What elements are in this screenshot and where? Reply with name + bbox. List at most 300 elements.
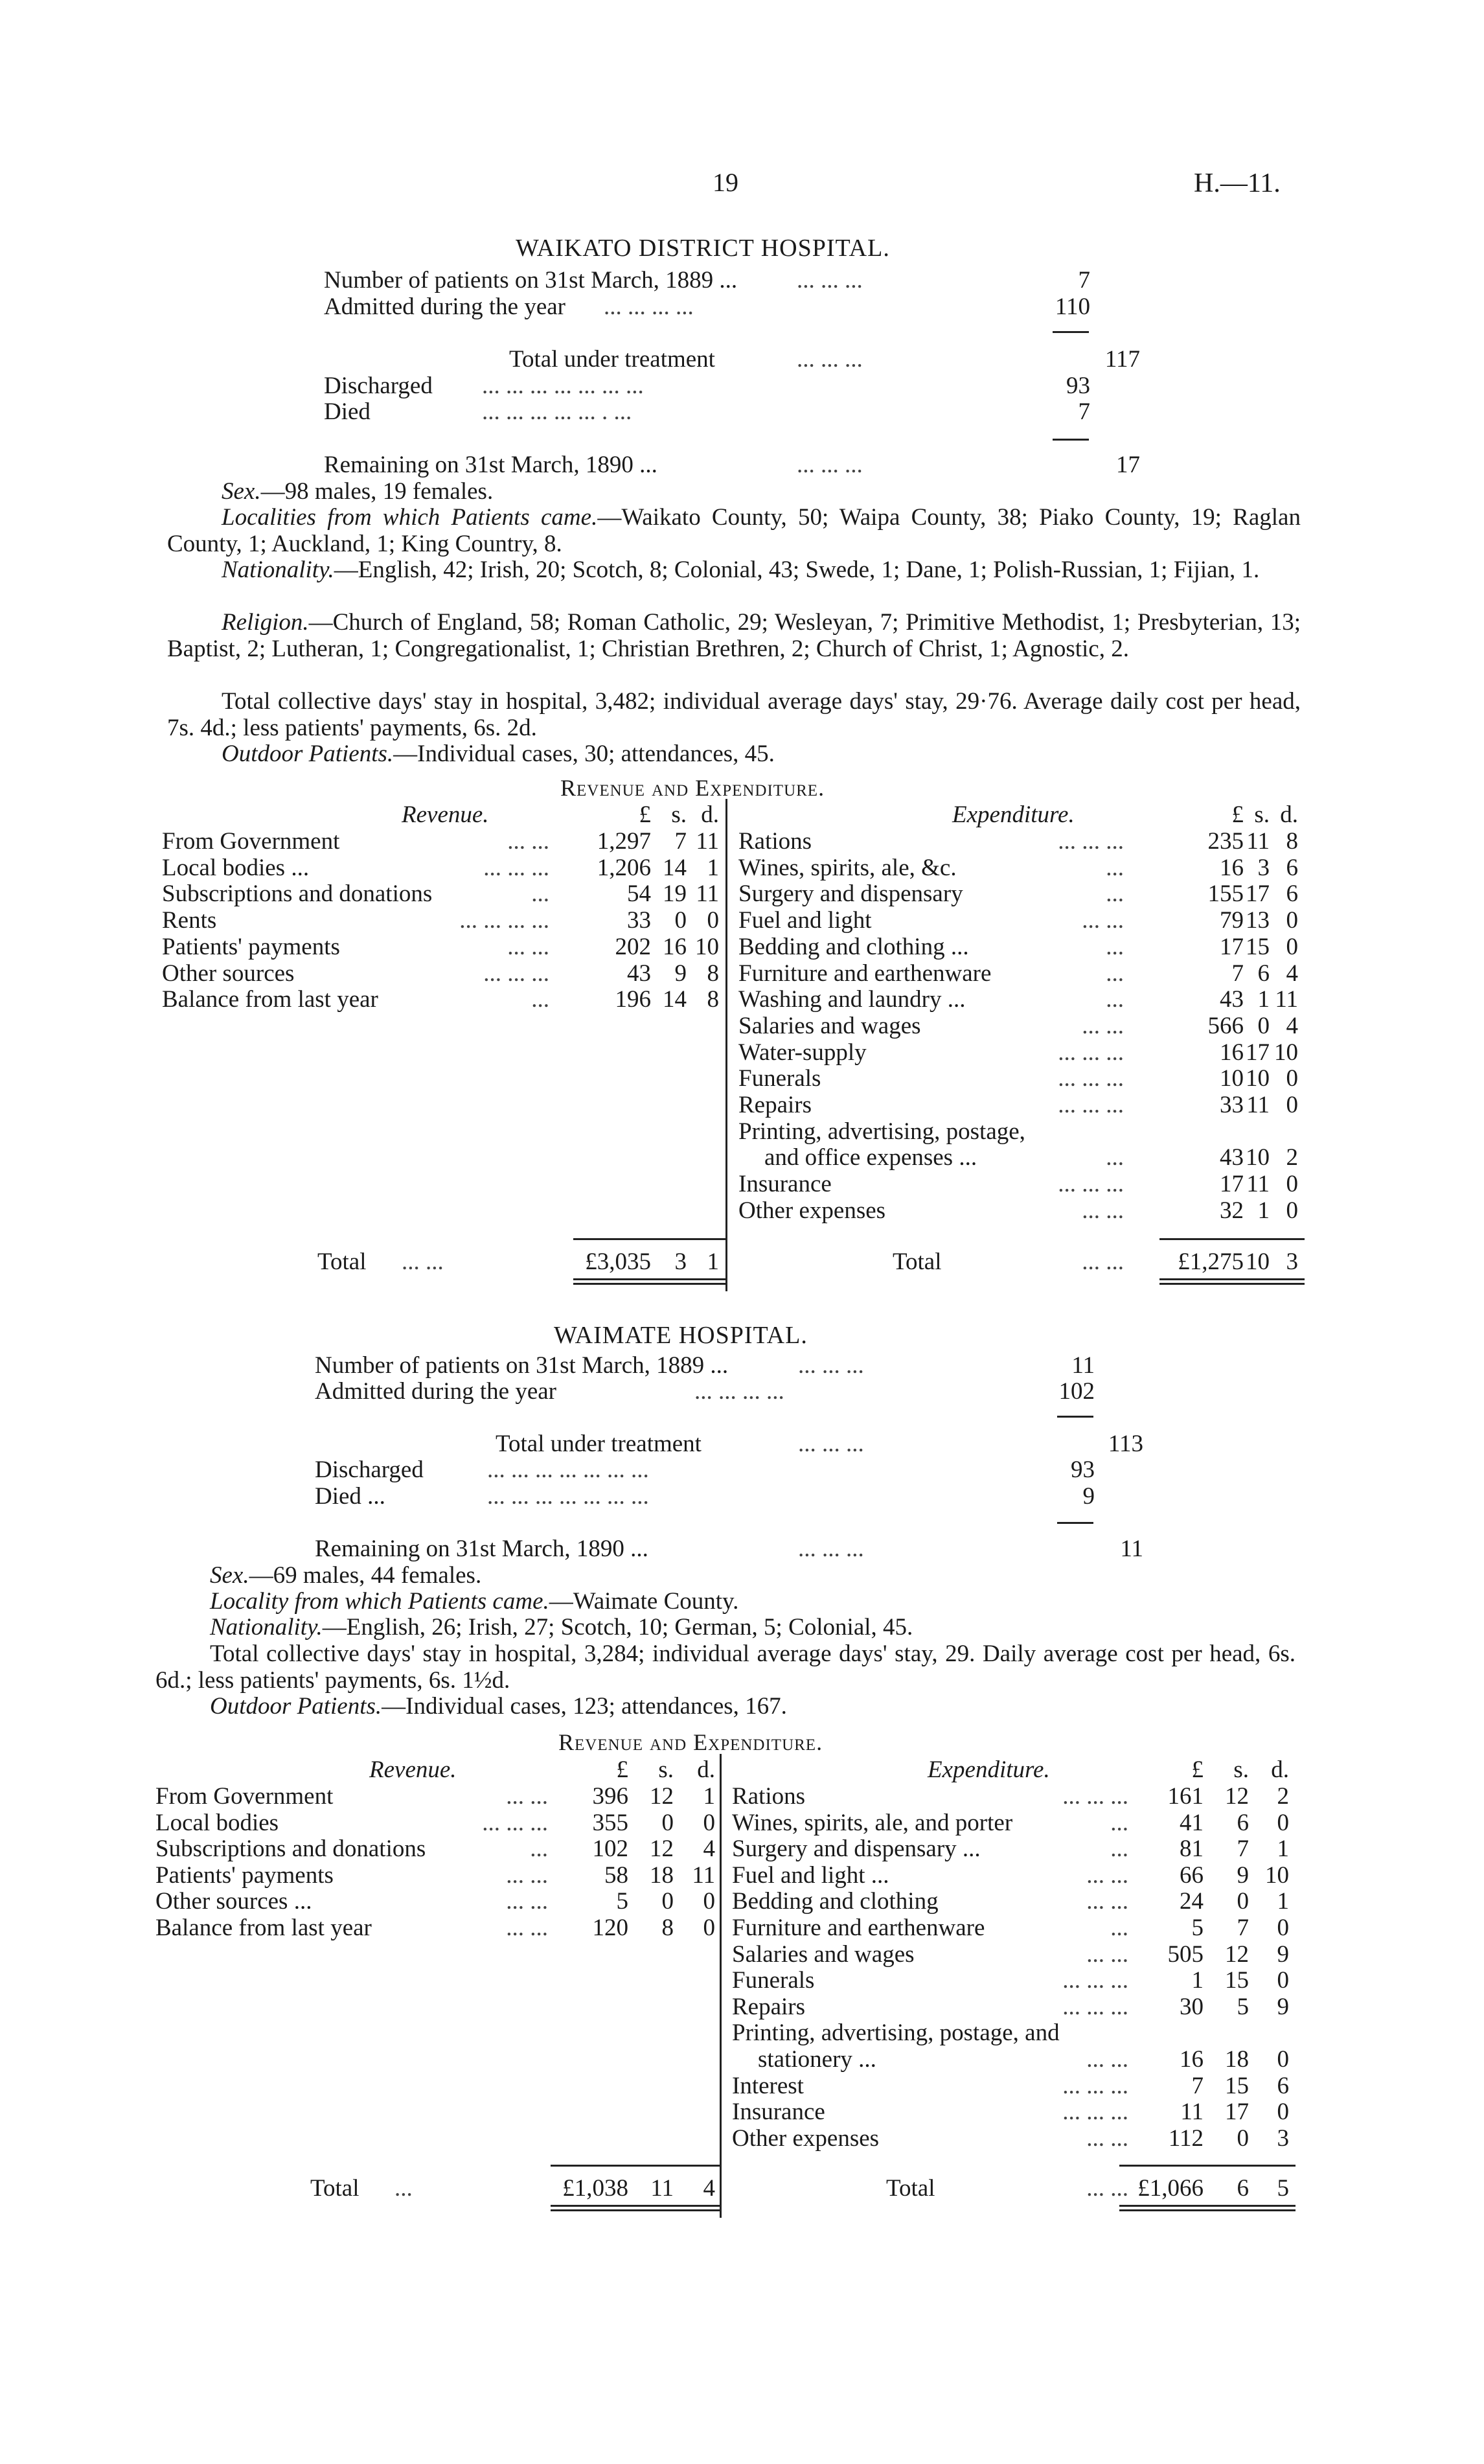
waikato-revenue-row-shillings: 14 xyxy=(663,854,687,881)
waimate-expenditure-shillings-header: s. xyxy=(1233,1756,1249,1783)
waimate-expenditure-row-shillings: 5 xyxy=(1237,1993,1249,2020)
waikato-revenue-row-label: Local bodies ... xyxy=(162,854,310,881)
waikato-revenue-row-shillings: 14 xyxy=(663,986,687,1013)
waimate-revenue-row-pence: 4 xyxy=(703,1836,715,1863)
waimate-expenditure-row-dots: ... ... ... xyxy=(1062,1783,1128,1810)
waikato-expenditure-row-pounds: 7 xyxy=(1231,960,1244,987)
waimate-expenditure-row-pounds: 505 xyxy=(1167,1940,1204,1968)
waikato-admitted-during-year-dots: ... ... ... ... xyxy=(604,294,694,320)
waimate-expenditure-total-shillings: 6 xyxy=(1237,2175,1249,2202)
waimate-revenue-row-pence: 11 xyxy=(692,1861,715,1889)
waikato-expenditure-row-dots: ... ... ... xyxy=(1058,828,1124,855)
waimate-revenue-row-pence: 0 xyxy=(703,1915,715,1941)
waikato-expenditure-row-label: Other expenses xyxy=(738,1197,886,1224)
waikato-expenditure-total-pence: 3 xyxy=(1286,1249,1298,1275)
waikato-religion-text: —Church of England, 58; Roman Catholic, 29; Wesleyan, 7; Primitive Methodist, 1; Presbyterian, 13; Baptist, 2; Lutheran, 1; Congregationalist, 1; Christian Brethren, 2; Church of Christ, 1; Agnostic, 2. xyxy=(167,609,1301,662)
waimate-sex xyxy=(155,1563,1296,1589)
waimate-revenue-row-label: From Government xyxy=(155,1783,334,1810)
waimate-remaining-dots: ... ... ... xyxy=(798,1536,864,1562)
waikato-revenue-row-pounds: 196 xyxy=(615,986,651,1013)
waikato-expenditure-row-pence: 8 xyxy=(1286,828,1298,855)
waimate-expenditure-row-dots: ... ... ... xyxy=(1062,2072,1128,2099)
waikato-total-under-treatment-dots: ... ... ... xyxy=(797,346,863,373)
waimate-locality-label: Locality from which Patients came. xyxy=(210,1588,549,1615)
waimate-revenue-row-shillings: 18 xyxy=(650,1861,674,1889)
waimate-expenditure-row-dots: ... ... ... xyxy=(1062,2099,1128,2126)
waimate-sex-label: Sex. xyxy=(210,1562,249,1589)
waimate-locality xyxy=(155,1589,1296,1615)
waikato-expenditure-row-pence: 10 xyxy=(1274,1039,1298,1066)
waimate-expenditure-row-shillings: 15 xyxy=(1225,2072,1249,2099)
waikato-expenditure-row-shillings: 17 xyxy=(1246,1039,1270,1066)
waikato-expenditure-row-label: Surgery and dispensary xyxy=(738,881,963,908)
waikato-revenue-row-pounds: 43 xyxy=(627,960,651,987)
waimate-revenue-row-dots: ... ... xyxy=(506,1783,548,1810)
waikato-sex-label: Sex. xyxy=(222,478,261,505)
waimate-revenue-pounds-header: £ xyxy=(616,1756,628,1783)
waikato-remaining-value: 17 xyxy=(1116,452,1140,478)
waikato-expenditure-row-label: Printing, advertising, postage, xyxy=(738,1118,1025,1145)
waikato-expenditure-row-shillings: 13 xyxy=(1246,907,1270,934)
waimate-expenditure-row-dots: ... ... xyxy=(1086,1888,1128,1915)
waikato-revenue-row-shillings: 19 xyxy=(663,881,687,908)
waimate-sex-text: —69 males, 44 females. xyxy=(249,1562,482,1589)
waikato-revenue-shillings-header: s. xyxy=(671,801,687,828)
waimate-revenue-row-dots: ... xyxy=(530,1836,548,1863)
waimate-nationality-label: Nationality. xyxy=(210,1614,323,1641)
waimate-column-divider xyxy=(720,1754,722,2218)
waimate-admitted-during-year-dots: ... ... ... ... xyxy=(694,1378,784,1405)
waikato-revenue-row-shillings: 7 xyxy=(674,828,687,855)
waimate-total-under-treatment-label: Total under treatment xyxy=(496,1431,702,1457)
waikato-expenditure-row-pence: 0 xyxy=(1286,907,1298,934)
waikato-expenditure-row-dots: ... ... xyxy=(1082,1012,1124,1039)
waikato-total-under-treatment-label: Total under treatment xyxy=(509,346,715,373)
waimate-expenditure-row-shillings: 17 xyxy=(1225,2099,1249,2126)
waimate-title: WAIMATE HOSPITAL. xyxy=(554,1322,808,1349)
waimate-outdoor-text: —Individual cases, 123; attendances, 167. xyxy=(382,1693,787,1720)
waikato-expenditure-row-pounds: 43 xyxy=(1220,986,1244,1013)
waikato-revenue-total-underline xyxy=(573,1278,725,1285)
waimate-remaining-label: Remaining on 31st March, 1890 ... xyxy=(315,1536,648,1562)
waimate-expenditure-row-label: Repairs xyxy=(732,1993,806,2020)
waimate-nationality-text: —English, 26; Irish, 27; Scotch, 10; German, 5; Colonial, 45. xyxy=(322,1614,913,1641)
waikato-revenue-row-dots: ... ... xyxy=(507,933,549,960)
waimate-subtotal-rule xyxy=(1057,1416,1093,1418)
waimate-expenditure-row-dots: ... ... xyxy=(1086,2046,1128,2073)
waikato-expenditure-total-rule xyxy=(1159,1238,1305,1240)
waikato-expenditure-row-pence: 4 xyxy=(1286,1012,1298,1039)
waikato-expenditure-row-dots: ... ... ... xyxy=(1058,1171,1124,1198)
waimate-nationality xyxy=(155,1615,1296,1641)
waimate-revenue-row-label: Patients' payments xyxy=(155,1861,334,1889)
waikato-revenue-heading: Revenue. xyxy=(402,801,489,828)
waimate-stay xyxy=(155,1641,1296,1694)
waikato-revenue-row-label: Rents xyxy=(162,907,217,934)
waimate-revenue-total-underline xyxy=(551,2205,722,2211)
waikato-revenue-row-label: Patients' payments xyxy=(162,933,340,960)
waikato-revenue-row-dots: ... ... xyxy=(507,828,549,855)
waimate-expenditure-row-pounds: 66 xyxy=(1180,1861,1204,1889)
waimate-expenditure-row-dots: ... ... xyxy=(1086,2124,1128,2152)
waikato-expenditure-row-pence: 0 xyxy=(1286,1197,1298,1224)
waikato-died-label: Died xyxy=(324,398,371,425)
waikato-expenditure-total-dots: ... ... xyxy=(1082,1249,1124,1275)
waikato-expenditure-row-shillings: 0 xyxy=(1257,1012,1270,1039)
waikato-number-on-31st-march-value: 7 xyxy=(1078,267,1090,294)
waikato-expenditure-row-label: Furniture and earthenware xyxy=(738,960,992,987)
waikato-expenditure-total-underline xyxy=(1159,1278,1305,1285)
waimate-expenditure-row-pounds: 11 xyxy=(1180,2099,1204,2126)
waikato-revenue-row-dots: ... ... ... xyxy=(483,854,549,881)
waikato-expenditure-row-shillings: 11 xyxy=(1246,1092,1270,1118)
waimate-expenditure-row-pence: 1 xyxy=(1277,1836,1289,1863)
waikato-expenditure-row-pence: 4 xyxy=(1286,960,1298,987)
waikato-revenue-row-pounds: 202 xyxy=(615,933,651,960)
waimate-number-on-31st-march-value: 11 xyxy=(1071,1352,1095,1379)
waikato-expenditure-row-shillings: 11 xyxy=(1246,1171,1270,1198)
waimate-revenue-row-pence: 0 xyxy=(703,1888,715,1915)
waikato-expenditure-row-label: Water-supply xyxy=(738,1039,867,1066)
waikato-revenue-row-pence: 1 xyxy=(707,854,719,881)
waimate-expenditure-row-dots: ... ... xyxy=(1086,1861,1128,1889)
waimate-expenditure-row-dots: ... ... ... xyxy=(1062,1993,1128,2020)
waikato-expenditure-row-shillings: 3 xyxy=(1257,854,1270,881)
waimate-expenditure-row-label: Printing, advertising, postage, and xyxy=(732,2020,1060,2047)
waikato-expenditure-row-dots: ... ... xyxy=(1082,907,1124,934)
waikato-expenditure-row-dots: ... ... xyxy=(1082,1197,1124,1224)
waikato-revenue-row-pounds: 1,206 xyxy=(597,854,651,881)
waikato-died-dots: ... ... ... ... ... . ... xyxy=(482,398,632,425)
waimate-expenditure-row-shillings: 6 xyxy=(1237,1809,1249,1836)
waikato-revenue-row-shillings: 9 xyxy=(674,960,687,987)
waikato-revenue-pounds-header: £ xyxy=(639,801,651,828)
waimate-revenue-shillings-header: s. xyxy=(658,1756,674,1783)
waikato-expenditure-row-pounds: 566 xyxy=(1207,1012,1244,1039)
waikato-discharged-value: 93 xyxy=(1066,373,1090,399)
waimate-expenditure-row-label: Insurance xyxy=(732,2099,825,2126)
waimate-expenditure-row-label: Wines, spirits, ale, and porter xyxy=(732,1809,1013,1836)
waikato-expenditure-row-shillings: 17 xyxy=(1246,881,1270,908)
waimate-expenditure-row-dots: ... ... xyxy=(1086,1940,1128,1968)
waimate-expenditure-row-label: stationery ... xyxy=(758,2046,876,2073)
waimate-expenditure-row-label: Funerals xyxy=(732,1967,815,1994)
waikato-expenditure-row-dots: ... xyxy=(1106,881,1124,908)
waimate-expenditure-row-label: Salaries and wages xyxy=(732,1940,915,1968)
waikato-revenue-row-shillings: 0 xyxy=(674,907,687,934)
waikato-expenditure-total-label: Total xyxy=(893,1249,942,1275)
waimate-revenue-total-dots: ... xyxy=(394,2175,413,2202)
waimate-expenditure-row-pence: 0 xyxy=(1277,1809,1289,1836)
waimate-expenditure-row-pounds: 5 xyxy=(1191,1915,1204,1941)
waikato-expenditure-pounds-header: £ xyxy=(1231,801,1244,828)
waimate-revenue-row-pounds: 120 xyxy=(592,1915,628,1941)
waimate-expenditure-total-pounds: £1,066 xyxy=(1137,2175,1204,2202)
waikato-revenue-row-pounds: 1,297 xyxy=(597,828,651,855)
waikato-number-on-31st-march-dots: ... ... ... xyxy=(797,267,863,294)
waikato-subtotal-rule xyxy=(1053,331,1089,333)
waikato-localities-text: —Waikato County, 50; Waipa County, 38; Piako County, 19; Raglan County, 1; Auckland, 1; King Country, 8. xyxy=(167,504,1301,557)
waikato-revenue-row-label: Subscriptions and donations xyxy=(162,881,433,908)
waikato-expenditure-row-dots: ... ... ... xyxy=(1058,1092,1124,1118)
waimate-died-label: Died ... xyxy=(315,1483,385,1510)
waikato-revenue-row-dots: ... ... ... ... xyxy=(459,907,549,934)
waimate-expenditure-row-pence: 9 xyxy=(1277,1940,1289,1968)
waikato-revenue-total-pence: 1 xyxy=(707,1249,719,1275)
waikato-admitted-during-year-value: 110 xyxy=(1055,294,1090,320)
waimate-locality-text: —Waimate County. xyxy=(549,1588,739,1615)
waikato-expenditure-row-pence: 0 xyxy=(1286,1065,1298,1092)
waimate-expenditure-row-pounds: 30 xyxy=(1180,1993,1204,2020)
waimate-number-on-31st-march-label: Number of patients on 31st March, 1889 ... xyxy=(315,1352,729,1379)
waimate-expenditure-row-shillings: 0 xyxy=(1237,1888,1249,1915)
waimate-revenue-row-dots: ... ... ... xyxy=(482,1809,548,1836)
waimate-total-under-treatment-dots: ... ... ... xyxy=(798,1431,864,1457)
waikato-expenditure-row-pounds: 10 xyxy=(1220,1065,1244,1092)
waimate-revenue-row-label: Balance from last year xyxy=(155,1915,372,1941)
waimate-expenditure-row-label: Interest xyxy=(732,2072,804,2099)
waikato-expenditure-row-dots: ... xyxy=(1106,986,1124,1013)
waikato-revenue-total-label: Total xyxy=(317,1249,367,1275)
document-reference: H.—11. xyxy=(1194,168,1281,198)
waimate-expenditure-row-shillings: 7 xyxy=(1237,1915,1249,1941)
waimate-discharged-value: 93 xyxy=(1071,1457,1095,1483)
waikato-revenue-total-rule xyxy=(573,1238,725,1240)
waikato-revenue-row-pounds: 33 xyxy=(627,907,651,934)
waimate-died-value: 9 xyxy=(1082,1483,1095,1510)
waikato-expenditure-row-pounds: 16 xyxy=(1220,854,1244,881)
waikato-expenditure-row-dots: ... ... ... xyxy=(1058,1039,1124,1066)
waikato-expenditure-row-shillings: 1 xyxy=(1257,1197,1270,1224)
waikato-discharged-label: Discharged xyxy=(324,373,433,399)
waimate-expenditure-row-shillings: 7 xyxy=(1237,1836,1249,1863)
waimate-revenue-row-shillings: 12 xyxy=(650,1836,674,1863)
waimate-expenditure-row-dots: ... xyxy=(1110,1809,1128,1836)
waikato-expenditure-row-pounds: 79 xyxy=(1220,907,1244,934)
waimate-expenditure-row-pence: 0 xyxy=(1277,1967,1289,1994)
waikato-revenue-row-dots: ... xyxy=(531,986,549,1013)
waikato-revenue-pence-header: d. xyxy=(701,801,719,828)
waimate-expenditure-row-label: Surgery and dispensary ... xyxy=(732,1836,981,1863)
waikato-expenditure-row-label: Funerals xyxy=(738,1065,821,1092)
waikato-revenue-row-dots: ... xyxy=(531,881,549,908)
waikato-revenue-row-pence: 8 xyxy=(707,960,719,987)
waimate-expenditure-row-dots: ... ... ... xyxy=(1062,1967,1128,1994)
waikato-expenditure-total-pounds: £1,275 xyxy=(1178,1249,1244,1275)
waikato-expenditure-row-pence: 11 xyxy=(1275,986,1298,1013)
waikato-number-on-31st-march-label: Number of patients on 31st March, 1889 ... xyxy=(324,267,738,294)
waimate-discharged-label: Discharged xyxy=(315,1457,424,1483)
waimate-expenditure-row-dots: ... xyxy=(1110,1915,1128,1941)
waikato-expenditure-row-pounds: 17 xyxy=(1220,933,1244,960)
waimate-rev-exp-title: Revenue and Expenditure. xyxy=(558,1729,823,1755)
waikato-expenditure-row-pence: 2 xyxy=(1286,1144,1298,1171)
waimate-expenditure-heading: Expenditure. xyxy=(928,1756,1050,1783)
waimate-revenue-row-pounds: 396 xyxy=(592,1783,628,1810)
waimate-revenue-row-pounds: 5 xyxy=(616,1888,628,1915)
waimate-expenditure-row-pence: 0 xyxy=(1277,1915,1289,1941)
waimate-number-on-31st-march-dots: ... ... ... xyxy=(798,1352,864,1379)
waikato-expenditure-row-pence: 0 xyxy=(1286,1171,1298,1198)
waikato-expenditure-row-dots: ... xyxy=(1106,933,1124,960)
waikato-expenditure-row-pounds: 33 xyxy=(1220,1092,1244,1118)
waikato-expenditure-row-pounds: 155 xyxy=(1207,881,1244,908)
waikato-revenue-row-label: Other sources xyxy=(162,960,295,987)
waimate-expenditure-total-underline xyxy=(1119,2205,1296,2211)
waimate-expenditure-row-label: Other expenses xyxy=(732,2124,880,2152)
waikato-revenue-row-dots: ... ... ... xyxy=(483,960,549,987)
waimate-admitted-during-year-value: 102 xyxy=(1058,1378,1095,1405)
waikato-sex xyxy=(167,479,1301,505)
waikato-total-under-treatment-value: 117 xyxy=(1104,346,1140,373)
waimate-expenditure-pence-header: d. xyxy=(1271,1756,1289,1783)
waikato-expenditure-row-shillings: 11 xyxy=(1246,828,1270,855)
waikato-expenditure-row-pounds: 16 xyxy=(1220,1039,1244,1066)
waimate-admitted-during-year-label: Admitted during the year xyxy=(315,1378,556,1405)
waimate-revenue-total-label: Total xyxy=(310,2175,360,2202)
waikato-nationality-text: —English, 42; Irish, 20; Scotch, 8; Colonial, 43; Swede, 1; Dane, 1; Polish-Russian, 1; Fijian, 1. xyxy=(334,557,1260,583)
waikato-remaining-rule xyxy=(1053,439,1089,441)
waimate-discharged-dots: ... ... ... ... ... ... ... xyxy=(487,1457,649,1483)
waimate-expenditure-row-shillings: 0 xyxy=(1237,2124,1249,2152)
waimate-expenditure-row-pounds: 16 xyxy=(1180,2046,1204,2073)
waikato-revenue-row-pence: 0 xyxy=(707,907,719,934)
waikato-revenue-total-dots: ... ... xyxy=(402,1249,444,1275)
waimate-revenue-row-label: Local bodies xyxy=(155,1809,279,1836)
waikato-outdoor-label: Outdoor Patients. xyxy=(222,741,394,767)
waimate-expenditure-pounds-header: £ xyxy=(1191,1756,1204,1783)
waimate-revenue-total-pounds: £1,038 xyxy=(562,2175,628,2202)
waimate-expenditure-row-label: Bedding and clothing xyxy=(732,1888,939,1915)
waikato-revenue-row-label: From Government xyxy=(162,828,340,855)
waimate-total-under-treatment-value: 113 xyxy=(1108,1431,1143,1457)
waikato-expenditure-row-label: Wines, spirits, ale, &c. xyxy=(738,854,957,881)
waikato-title: WAIKATO DISTRICT HOSPITAL. xyxy=(516,235,890,262)
waimate-expenditure-row-pence: 0 xyxy=(1277,2099,1289,2126)
waikato-expenditure-row-shillings: 6 xyxy=(1257,960,1270,987)
waimate-expenditure-row-shillings: 12 xyxy=(1225,1940,1249,1968)
waikato-revenue-total-shillings: 3 xyxy=(674,1249,687,1275)
waikato-discharged-dots: ... ... ... ... ... ... ... xyxy=(482,373,644,399)
waikato-expenditure-row-label: Bedding and clothing ... xyxy=(738,933,969,960)
waimate-remaining-value: 11 xyxy=(1120,1536,1143,1562)
waikato-expenditure-row-shillings: 1 xyxy=(1257,986,1270,1013)
waikato-expenditure-row-dots: ... xyxy=(1106,1144,1124,1171)
waikato-expenditure-row-label: Washing and laundry ... xyxy=(738,986,966,1013)
waimate-revenue-row-pence: 0 xyxy=(703,1809,715,1836)
waikato-expenditure-row-pounds: 32 xyxy=(1220,1197,1244,1224)
waimate-expenditure-row-pounds: 24 xyxy=(1180,1888,1204,1915)
waikato-expenditure-row-dots: ... ... ... xyxy=(1058,1065,1124,1092)
waimate-expenditure-total-label: Total xyxy=(886,2175,935,2202)
waimate-expenditure-row-pence: 6 xyxy=(1277,2072,1289,2099)
waimate-expenditure-row-label: Furniture and earthenware xyxy=(732,1915,985,1941)
waikato-remaining-label: Remaining on 31st March, 1890 ... xyxy=(324,452,657,478)
waikato-nationality xyxy=(167,557,1301,584)
waikato-religion xyxy=(167,610,1301,662)
waikato-expenditure-row-dots: ... xyxy=(1106,960,1124,987)
waimate-revenue-row-pence: 1 xyxy=(703,1783,715,1810)
waikato-outdoor xyxy=(167,741,1301,768)
waimate-revenue-total-rule xyxy=(551,2165,722,2167)
waimate-revenue-row-dots: ... ... xyxy=(506,1915,548,1941)
waimate-revenue-row-label: Other sources ... xyxy=(155,1888,312,1915)
waimate-expenditure-row-pounds: 112 xyxy=(1168,2124,1204,2152)
waimate-revenue-row-shillings: 0 xyxy=(661,1888,674,1915)
waikato-expenditure-total-shillings: 10 xyxy=(1246,1249,1270,1275)
waimate-expenditure-total-dots: ... ... xyxy=(1086,2175,1128,2202)
waimate-revenue-total-shillings: 11 xyxy=(650,2175,674,2202)
waikato-expenditure-row-pence: 0 xyxy=(1286,933,1298,960)
waimate-revenue-heading: Revenue. xyxy=(369,1756,457,1783)
waikato-sex-text: —98 males, 19 females. xyxy=(260,478,494,505)
waimate-revenue-row-dots: ... ... xyxy=(506,1888,548,1915)
waimate-revenue-row-pounds: 355 xyxy=(592,1809,628,1836)
waikato-expenditure-row-shillings: 10 xyxy=(1246,1144,1270,1171)
waikato-expenditure-row-shillings: 10 xyxy=(1246,1065,1270,1092)
waimate-expenditure-row-shillings: 18 xyxy=(1225,2046,1249,2073)
waimate-revenue-row-shillings: 0 xyxy=(661,1809,674,1836)
waimate-expenditure-row-pounds: 7 xyxy=(1191,2072,1204,2099)
waikato-expenditure-row-label: and office expenses ... xyxy=(764,1144,977,1171)
waimate-expenditure-total-rule xyxy=(1119,2165,1296,2167)
waikato-expenditure-pence-header: d. xyxy=(1280,801,1298,828)
waimate-outdoor xyxy=(155,1694,1296,1720)
waikato-expenditure-row-pence: 6 xyxy=(1286,854,1298,881)
waikato-localities xyxy=(167,505,1301,557)
waikato-expenditure-row-label: Repairs xyxy=(738,1092,812,1118)
waimate-expenditure-row-pounds: 161 xyxy=(1167,1783,1204,1810)
waimate-expenditure-row-label: Fuel and light ... xyxy=(732,1861,889,1889)
waikato-expenditure-row-pounds: 43 xyxy=(1220,1144,1244,1171)
waimate-revenue-row-pounds: 58 xyxy=(604,1861,628,1889)
waikato-localities-label: Localities from which Patients came. xyxy=(222,504,598,531)
waikato-outdoor-text: —Individual cases, 30; attendances, 45. xyxy=(393,741,775,767)
waikato-column-divider xyxy=(725,799,727,1291)
waimate-expenditure-row-pounds: 1 xyxy=(1191,1967,1204,1994)
waikato-revenue-row-shillings: 16 xyxy=(663,933,687,960)
waikato-died-value: 7 xyxy=(1078,398,1090,425)
waimate-expenditure-row-shillings: 12 xyxy=(1225,1783,1249,1810)
waikato-expenditure-shillings-header: s. xyxy=(1254,801,1270,828)
waimate-expenditure-row-pounds: 41 xyxy=(1180,1809,1204,1836)
waimate-expenditure-row-pence: 0 xyxy=(1277,2046,1289,2073)
waikato-revenue-row-pounds: 54 xyxy=(627,881,651,908)
waikato-revenue-row-pence: 11 xyxy=(696,881,719,908)
waimate-expenditure-row-pence: 2 xyxy=(1277,1783,1289,1810)
waikato-expenditure-row-label: Fuel and light xyxy=(738,907,872,934)
waimate-expenditure-row-label: Rations xyxy=(732,1783,806,1810)
waikato-expenditure-row-pence: 0 xyxy=(1286,1092,1298,1118)
waimate-expenditure-row-pence: 1 xyxy=(1277,1888,1289,1915)
waikato-revenue-total-pounds: £3,035 xyxy=(585,1249,651,1275)
waimate-expenditure-row-shillings: 9 xyxy=(1237,1861,1249,1889)
waikato-stay xyxy=(167,689,1301,741)
waimate-revenue-row-dots: ... ... xyxy=(506,1861,548,1889)
waikato-expenditure-row-label: Rations xyxy=(738,828,812,855)
waimate-expenditure-row-dots: ... xyxy=(1110,1836,1128,1863)
waikato-nationality-label: Nationality. xyxy=(222,557,334,583)
waimate-expenditure-row-shillings: 15 xyxy=(1225,1967,1249,1994)
waikato-expenditure-row-shillings: 15 xyxy=(1246,933,1270,960)
waikato-rev-exp-title: Revenue and Expenditure. xyxy=(560,775,825,801)
waimate-revenue-row-shillings: 8 xyxy=(661,1915,674,1941)
waimate-expenditure-row-pence: 10 xyxy=(1265,1861,1289,1889)
waikato-expenditure-row-label: Salaries and wages xyxy=(738,1012,921,1039)
waimate-revenue-row-label: Subscriptions and donations xyxy=(155,1836,426,1863)
waikato-revenue-row-pence: 8 xyxy=(707,986,719,1013)
waimate-remaining-rule xyxy=(1057,1522,1093,1524)
